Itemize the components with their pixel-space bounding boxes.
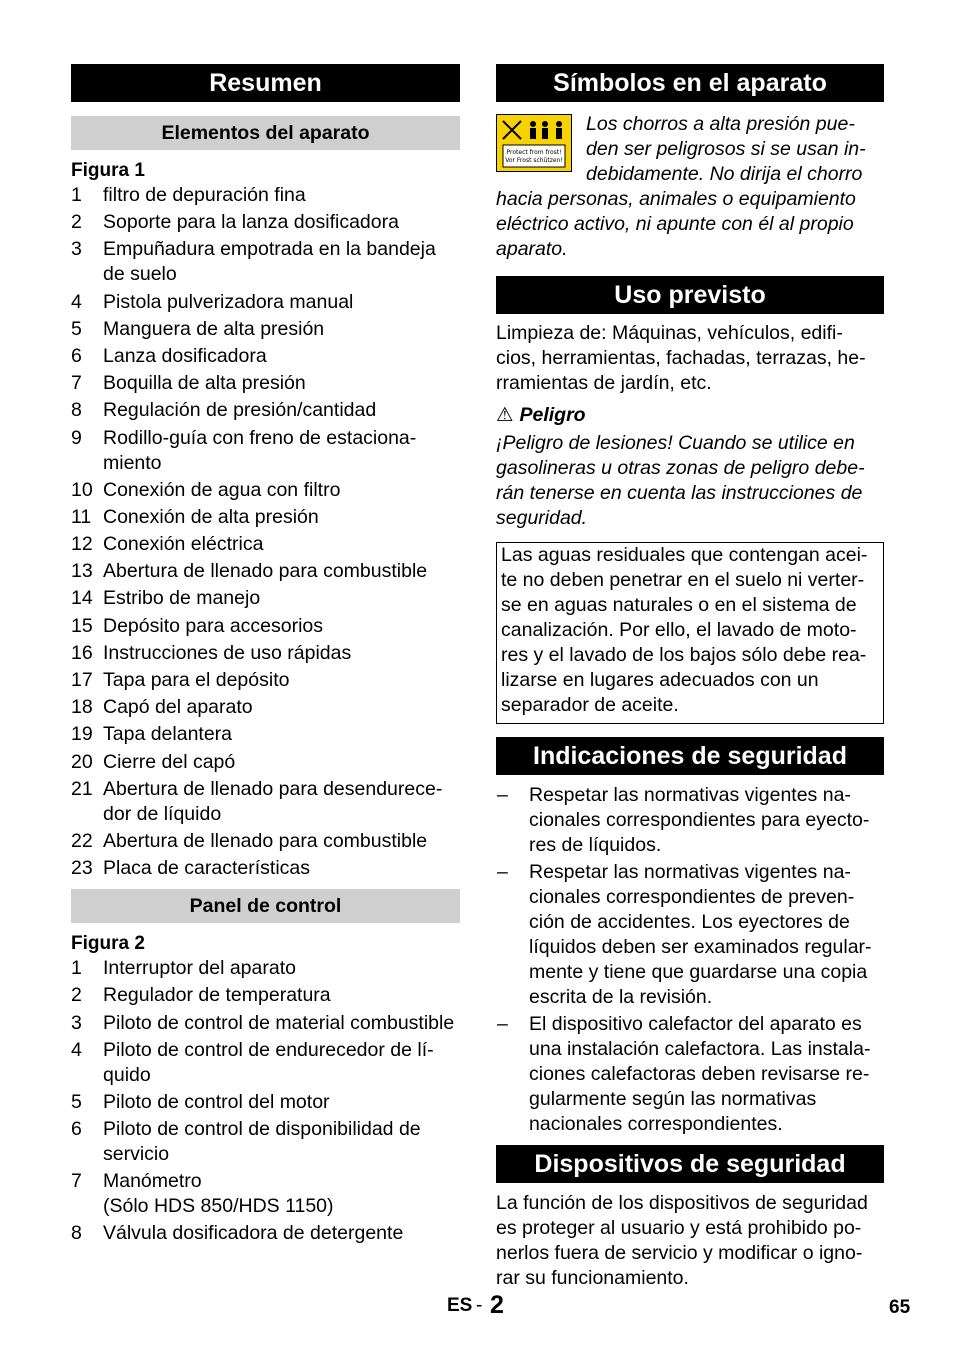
item-number: 6 — [71, 1118, 82, 1141]
item-text-line: Abertura de llenado para desendurece- — [103, 777, 443, 800]
item-number: 4 — [71, 1038, 82, 1061]
list-item — [71, 344, 460, 369]
item-text-line: Boquilla de alta presión — [103, 372, 306, 395]
item-text — [103, 371, 460, 396]
text-line: nerlos fuera de servicio y modificar o igno- — [496, 1242, 863, 1264]
text-line: debidamente. No dirija el chorro — [586, 163, 863, 185]
list-item — [71, 532, 460, 557]
item-text-line: Soporte para la lanza dosificadora — [103, 211, 399, 234]
list-item — [71, 614, 460, 639]
safety-item-text — [529, 1012, 884, 1137]
item-text — [103, 983, 460, 1008]
item-text — [103, 237, 460, 287]
item-text-line: Placa de características — [103, 857, 311, 880]
item-text-line: Instrucciones de uso rápidas — [103, 641, 352, 664]
figure-label-2: Figura 2 — [71, 933, 145, 955]
item-text — [103, 1169, 460, 1219]
footer-section-number: 2 — [490, 1291, 504, 1319]
item-text — [103, 829, 460, 854]
text-line: una instalación calefactora. Las instala- — [529, 1038, 871, 1060]
footer-page-number: 65 — [889, 1297, 911, 1318]
text-line: Las aguas residuales que contengan acei- — [501, 544, 868, 566]
list-item — [71, 1011, 460, 1036]
item-number: 13 — [71, 560, 93, 583]
item-number: 12 — [71, 533, 93, 556]
item-text — [103, 668, 460, 693]
item-number: 4 — [71, 290, 82, 313]
item-text-line: Piloto de control de disponibilidad de — [103, 1118, 421, 1141]
right-column — [496, 64, 884, 1291]
subsection-heading-elementos: Elementos del aparato — [71, 116, 460, 150]
subsection-heading-panel: Panel de control — [71, 889, 460, 923]
text-line: cionales correspondientes para eyecto- — [529, 809, 870, 831]
item-text — [103, 398, 460, 423]
safety-item — [496, 783, 884, 858]
text-line: gasolineras u otras zonas de peligro debe- — [496, 457, 865, 479]
item-text-line: Lanza dosificadora — [103, 344, 267, 367]
item-number: 22 — [71, 829, 93, 852]
item-number: 3 — [71, 238, 82, 261]
item-number: 1 — [71, 957, 82, 980]
text-line: canalización. Por ello, el lavado de moto- — [501, 619, 857, 641]
text-line: nacionales correspondientes. — [529, 1113, 783, 1135]
item-text-line: Abertura de llenado para combustible — [103, 560, 428, 583]
item-text — [103, 1221, 460, 1246]
text-line: seguridad. — [496, 507, 588, 529]
item-text-line: quido — [103, 1063, 151, 1086]
list-item — [71, 722, 460, 747]
item-number: 7 — [71, 1170, 82, 1193]
text-line: res y el lavado de los bajos sólo debe rea- — [501, 644, 867, 666]
text-line: cios, herramientas, fachadas, terrazas, he- — [496, 347, 866, 369]
item-number: 11 — [71, 505, 92, 528]
safety-item-text — [529, 860, 884, 1010]
item-text-line: miento — [103, 451, 162, 474]
item-text-line: Estribo de manejo — [103, 587, 261, 610]
item-text — [103, 559, 460, 584]
danger-heading — [496, 403, 884, 428]
item-number: 3 — [71, 1011, 82, 1034]
text-line: eléctrico activo, ni apunte con él al propio — [496, 213, 854, 235]
section-title-dispositivos: Dispositivos de seguridad — [496, 1145, 884, 1183]
oil-water-notice-box — [496, 542, 884, 724]
text-line: gularmente según las normativas — [529, 1088, 817, 1110]
text-line: rar su funcionamiento. — [496, 1267, 689, 1289]
danger-text — [496, 431, 884, 531]
list-item — [71, 1038, 460, 1088]
item-number: 6 — [71, 344, 82, 367]
item-text — [103, 290, 460, 315]
item-text — [103, 1090, 460, 1115]
warning-triangle-icon: ⚠ — [496, 404, 514, 426]
text-line: El dispositivo calefactor del aparato es — [529, 1013, 862, 1035]
item-number: 5 — [71, 1090, 82, 1113]
dash-marker: – — [497, 1013, 508, 1035]
text-line: líquidos deben ser examinados regular- — [529, 936, 872, 958]
item-text — [103, 532, 460, 557]
item-number: 10 — [71, 478, 93, 501]
text-line: Los chorros a alta presión pue- — [586, 113, 855, 135]
item-text — [103, 722, 460, 747]
item-text-line: Cierre del capó — [103, 750, 236, 773]
list-item — [71, 237, 460, 287]
text-line: separador de aceite. — [501, 694, 679, 716]
text-line: rramientas de jardín, etc. — [496, 372, 712, 394]
item-text — [103, 1038, 460, 1088]
figure-label-1: Figura 1 — [71, 160, 145, 181]
section-title-simbolos: Símbolos en el aparato — [496, 64, 884, 102]
text-line: rán tenerse en cuenta las instrucciones de — [496, 482, 863, 504]
item-number: 9 — [71, 426, 82, 449]
item-text-line: filtro de depuración fina — [103, 184, 306, 206]
item-number: 8 — [71, 399, 82, 422]
item-text — [103, 478, 460, 503]
item-number: 8 — [71, 1222, 82, 1245]
safety-item — [496, 1012, 884, 1137]
item-text — [103, 426, 460, 476]
section-title-resumen: Resumen — [71, 64, 460, 102]
item-text-line: Manómetro — [103, 1170, 202, 1193]
text-line: den ser peligrosos si se usan in- — [586, 138, 866, 160]
item-number: 15 — [71, 614, 93, 637]
text-line: lizarse en lugares adecuados con un — [501, 669, 819, 691]
item-text-line: Tapa para el depósito — [103, 669, 290, 691]
list-item — [71, 317, 460, 342]
item-text-line: Piloto de control de endurecedor de lí- — [103, 1038, 434, 1061]
text-line: mente y tiene que guardarse una copia — [529, 961, 868, 983]
section-title-indicaciones: Indicaciones de seguridad — [496, 737, 884, 775]
item-text-line: Manguera de alta presión — [103, 317, 325, 340]
item-number: 7 — [71, 372, 82, 395]
left-column — [71, 64, 460, 1249]
text-line: Respetar las normativas vigentes na- — [529, 861, 851, 883]
item-text-line: Rodillo-guía con freno de estaciona- — [103, 426, 417, 449]
item-number: 1 — [71, 184, 82, 206]
item-number: 5 — [71, 317, 82, 340]
list-item — [71, 1221, 460, 1246]
list-item — [71, 829, 460, 854]
item-text-line: Piloto de control del motor — [103, 1090, 330, 1113]
list-item — [71, 559, 460, 584]
list-item — [71, 478, 460, 503]
item-text-line: servicio — [103, 1143, 170, 1166]
item-text — [103, 586, 460, 611]
list-item — [71, 641, 460, 666]
item-text — [103, 210, 460, 235]
list-item — [71, 777, 460, 827]
item-number: 20 — [71, 750, 93, 773]
text-line: ción de accidentes. Los eyectores de — [529, 911, 850, 933]
text-line: hacia personas, animales o equipamiento — [496, 188, 856, 210]
uso-text — [496, 321, 884, 396]
list-item — [71, 371, 460, 396]
item-text — [103, 1117, 460, 1167]
item-text-line: Piloto de control de material combustible — [103, 1011, 455, 1034]
item-number: 14 — [71, 587, 93, 610]
list-item — [71, 983, 460, 1008]
footer-language: ES — [447, 1295, 473, 1316]
safety-item — [496, 860, 884, 1010]
item-text — [103, 183, 460, 208]
safety-item-text — [529, 783, 884, 858]
text-line: se en aguas naturales o en el sistema de — [501, 594, 857, 616]
list-item — [71, 586, 460, 611]
item-text — [103, 505, 460, 530]
section-title-uso: Uso previsto — [496, 276, 884, 314]
list-item — [71, 856, 460, 881]
item-text-line: Pistola pulverizadora manual — [103, 290, 354, 313]
symbol-text: Protect from frost! — [506, 149, 562, 156]
item-text-line: Conexión de alta presión — [103, 505, 319, 528]
text-line: cionales correspondientes de preven- — [529, 886, 855, 908]
text-line: te no deben penetrar en el suelo ni verter- — [501, 569, 865, 591]
list-item — [71, 1169, 460, 1219]
list-item — [71, 668, 460, 693]
list-item — [71, 398, 460, 423]
item-text-line: dor de líquido — [103, 802, 222, 825]
text-line: aparato. — [496, 238, 568, 260]
item-number: 17 — [71, 669, 93, 691]
list-item — [71, 956, 460, 981]
item-text — [103, 344, 460, 369]
parts-list — [71, 183, 460, 881]
list-item — [71, 750, 460, 775]
item-text — [103, 856, 460, 881]
list-item — [71, 1117, 460, 1167]
safety-symbol-icon — [496, 114, 572, 172]
list-item — [71, 426, 460, 476]
item-number: 18 — [71, 696, 93, 719]
control-panel-list — [71, 956, 460, 1246]
list-item — [71, 290, 460, 315]
item-number: 16 — [71, 641, 93, 664]
text-line: Limpieza de: Máquinas, vehículos, edifi- — [496, 322, 843, 344]
item-text-line: Tapa delantera — [103, 723, 233, 746]
dispositivos-text — [496, 1191, 884, 1291]
item-number: 23 — [71, 857, 93, 880]
text-line: Respetar las normativas vigentes na- — [529, 784, 851, 806]
text-line: ¡Peligro de lesiones! Cuando se utilice en — [496, 432, 855, 454]
text-line: escrita de la revisión. — [529, 986, 713, 1008]
item-text — [103, 777, 460, 827]
item-text — [103, 1011, 460, 1036]
item-text-line: Regulador de temperatura — [103, 984, 331, 1007]
item-text-line: Conexión de agua con filtro — [103, 478, 341, 501]
item-text-line: Abertura de llenado para combustible — [103, 829, 428, 852]
svg-text:Vor Frost schützen!: Vor Frost schützen! — [505, 157, 563, 164]
danger-label: Peligro — [519, 404, 586, 426]
text-line: es proteger al usuario y está prohibido po- — [496, 1217, 862, 1239]
list-item — [71, 695, 460, 720]
item-text-line: Interruptor del aparato — [103, 957, 296, 980]
list-item — [71, 1090, 460, 1115]
dash-marker: – — [497, 861, 508, 883]
item-text-line: de suelo — [103, 263, 177, 286]
safety-list — [496, 783, 884, 1137]
item-text-line: Válvula dosificadora de detergente — [103, 1222, 404, 1245]
item-text-line: Conexión eléctrica — [103, 533, 264, 556]
text-line: res de líquidos. — [529, 834, 662, 856]
item-number: 19 — [71, 723, 93, 746]
item-text — [103, 956, 460, 981]
item-text-line: Regulación de presión/cantidad — [103, 399, 377, 422]
item-text — [103, 641, 460, 666]
list-item — [71, 210, 460, 235]
item-number: 2 — [71, 984, 82, 1007]
item-text — [103, 317, 460, 342]
item-text — [103, 750, 460, 775]
list-item — [71, 505, 460, 530]
text-line: La función de los dispositivos de seguridad — [496, 1192, 868, 1214]
symbols-block — [496, 112, 884, 262]
text-line: ciones calefactoras deben revisarse re- — [529, 1063, 870, 1085]
item-text-line: Capó del aparato — [103, 696, 253, 719]
item-text-line: Depósito para accesorios — [103, 614, 324, 637]
item-number: 2 — [71, 211, 82, 234]
footer-separator: - — [476, 1295, 483, 1316]
list-item — [71, 183, 460, 208]
item-text — [103, 614, 460, 639]
item-text-line: Empuñadura empotrada en la bandeja — [103, 238, 436, 261]
item-text — [103, 695, 460, 720]
dash-marker: – — [497, 784, 508, 806]
item-text-line: (Sólo HDS 850/HDS 1150) — [103, 1195, 334, 1218]
item-number: 21 — [71, 777, 93, 800]
